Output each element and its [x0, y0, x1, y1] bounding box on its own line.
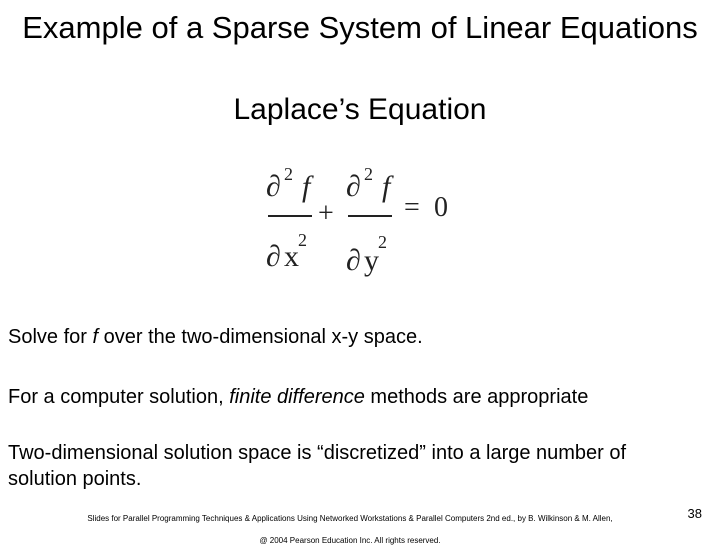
- eq-exp-2: 2: [298, 230, 307, 250]
- paragraph-solve: [8, 324, 423, 350]
- eq-dx: x: [284, 240, 299, 273]
- slide-footer: [30, 508, 670, 552]
- paragraph-computer-before: For a computer solution,: [8, 386, 230, 408]
- eq-f-2: f: [382, 170, 391, 203]
- eq-exp-3: 2: [364, 164, 373, 184]
- paragraph-solve-after: over the two-dimensional x-y space.: [98, 326, 423, 348]
- paragraph-computer-solution: [8, 384, 720, 410]
- laplace-equation-graphic: [258, 152, 468, 282]
- page-number: 38: [687, 506, 702, 521]
- slide-subtitle: Laplace’s Equation: [233, 93, 487, 126]
- paragraph-computer-italic: finite difference: [229, 386, 365, 408]
- eq-partial-3: ∂: [346, 170, 361, 203]
- paragraph-solve-italic: f: [92, 326, 99, 348]
- laplace-equation: [258, 152, 468, 282]
- paragraph-computer-after: methods are appropriate: [364, 386, 589, 408]
- slide-title: Example of a Sparse System of Linear Equations: [22, 10, 698, 45]
- eq-partial-2: ∂: [266, 240, 281, 273]
- footer-credit: Slides for Parallel Programming Techniques & Applications Using Networked Workstations & Parallel Computers 2nd ed., by B. Wilkinson & M. Allen,: [87, 514, 613, 523]
- eq-equals: =: [404, 192, 420, 223]
- eq-exp-4: 2: [378, 232, 387, 252]
- eq-partial-4: ∂: [346, 244, 361, 277]
- footer-copyright: @ 2004 Pearson Education Inc. All rights reserved.: [259, 536, 441, 545]
- eq-f-1: f: [302, 170, 311, 203]
- paragraph-solve-before: Solve for: [8, 326, 93, 348]
- eq-partial-1: ∂: [266, 170, 281, 203]
- eq-dy: y: [364, 244, 379, 277]
- paragraph-discretized: Two-dimensional solution space is “discretized” into a large number of solution points.: [8, 442, 627, 490]
- eq-plus: +: [318, 198, 334, 229]
- eq-exp-1: 2: [284, 164, 293, 184]
- eq-zero: 0: [434, 192, 448, 223]
